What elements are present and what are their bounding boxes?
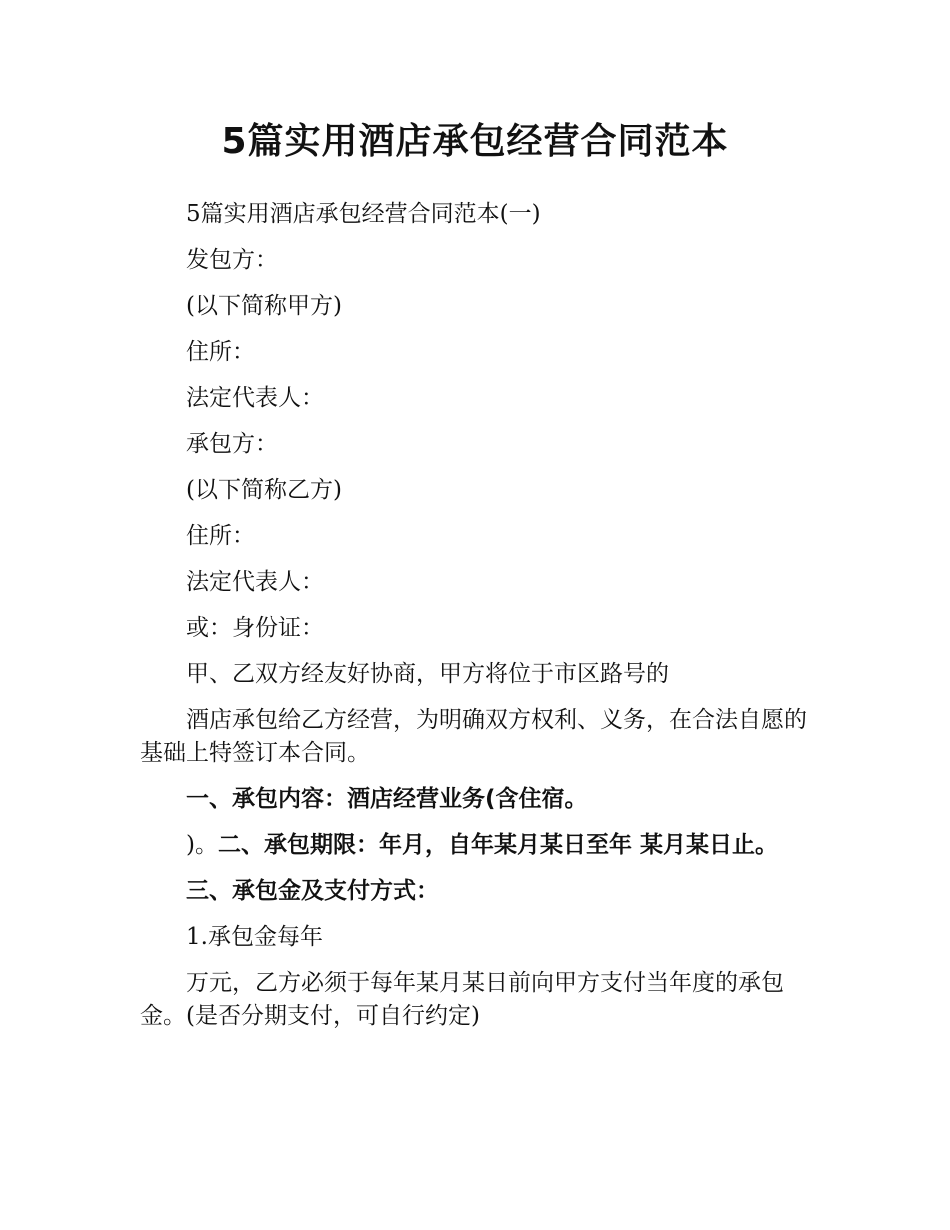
section-contract-term: [140, 829, 816, 862]
section-payment-heading: 三、承包金及支付方式：: [186, 878, 439, 904]
paragraph-agreement-purpose: 酒店承包给乙方经营，为明确双方权利、义务，在合法自愿的基础上特签订本合同。: [140, 707, 807, 766]
section-contract-term-text: 二、承包期限：年月，自年某月某日至年 某月某日止。: [217, 832, 778, 858]
paragraph-payment-details: 万元，乙方必须于每年某月某日前向甲方支付当年度的承包金。(是否分期支付，可自行约定): [140, 970, 784, 1029]
paragraph-party-a-label: 发包方：: [186, 247, 278, 273]
paragraph-contract-heading: 5篇实用酒店承包经营合同范本(一): [186, 201, 541, 227]
paragraph-party-b-representative: 法定代表人：: [186, 569, 324, 595]
paragraph-payment-item-1: 1.承包金每年: [186, 924, 323, 950]
paragraph-party-b-label: 承包方：: [186, 431, 278, 457]
paragraph-party-a-alias: (以下简称甲方): [186, 293, 342, 319]
paragraph-agreement-intro: 甲、乙双方经友好协商，甲方将位于市区路号的: [186, 661, 669, 687]
paragraph-party-a-representative: 法定代表人：: [186, 385, 324, 411]
paragraph-party-b-address: 住所：: [186, 523, 255, 549]
document-body: [140, 198, 816, 1046]
paragraph-id-card: 或：身份证：: [186, 615, 324, 641]
paragraph-party-a-address: 住所：: [186, 339, 255, 365]
section-contract-content: 一、承包内容：酒店经营业务(含住宿。: [186, 786, 588, 812]
document-title: 5篇实用酒店承包经营合同范本: [221, 121, 729, 162]
paragraph-party-b-alias: (以下简称乙方): [186, 477, 342, 503]
section-contract-term-prefix: )。: [186, 832, 218, 858]
